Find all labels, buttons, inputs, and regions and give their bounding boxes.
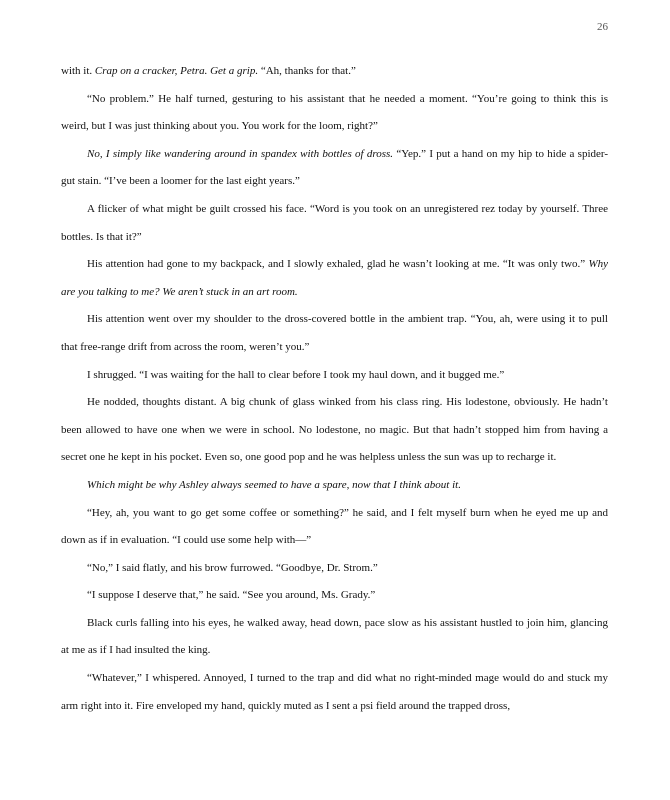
text-run: He nodded, thoughts distant. A big chunk of glass winked from his class ring. His lodestone, obviously. He hadn’t been allowed to have one when we were in school. No lodestone, no magic. But that hadn’t stopped him from having a secret one he kept in his pocket. Even so, one good pop and he was helpless unless the sun was up to recharge it. xyxy=(61,396,608,464)
paragraph xyxy=(61,141,608,196)
text-run: Black curls falling into his eyes, he walked away, head down, pace slow as his assistant hustled to join him, glancing at me as if I had insulted the king. xyxy=(61,616,608,657)
text-run: A flicker of what might be guilt crossed his face. “Word is you took on an unregistered rez today by yourself. Three bottles. Is that it?” xyxy=(61,202,608,243)
italic-text-run: Why are you talking to me? We aren’t stuck in an art room. xyxy=(61,258,608,298)
paragraph xyxy=(61,472,608,500)
text-run: “Ah, thanks for that.” xyxy=(258,65,356,77)
text-run: with it. xyxy=(61,65,95,77)
paragraph xyxy=(61,665,608,720)
paragraph xyxy=(61,500,608,555)
paragraph xyxy=(61,389,608,472)
text-run: “No,” I said flatly, and his brow furrowed. “Goodbye, Dr. Strom.” xyxy=(87,561,378,574)
paragraph xyxy=(61,196,608,251)
paragraph xyxy=(61,251,608,306)
text-run: His attention had gone to my backpack, and I slowly exhaled, glad he wasn’t looking at me. “It was only two.” xyxy=(87,258,589,271)
italic-text-run: No, I simply like wandering around in spandex with bottles of dross. xyxy=(87,147,394,160)
text-run: “I suppose I deserve that,” he said. “See you around, Ms. Grady.” xyxy=(87,589,376,602)
text-run: “Yep.” I put a hand on my hip to hide a spider-gut stain. “I’ve been a loomer for the last eight years.” xyxy=(61,147,608,188)
manuscript-body xyxy=(61,58,608,720)
italic-text-run: Crap on a cracker, Petra. Get a grip. xyxy=(94,65,259,77)
paragraph xyxy=(61,362,608,390)
paragraph xyxy=(61,58,608,86)
paragraph xyxy=(61,582,608,610)
text-run: “Hey, ah, you want to go get some coffee or something?” he said, and I felt myself burn when he eyed me up and down as if in evaluation. “I could use some help with—” xyxy=(61,506,608,547)
text-run: “No problem.” He half turned, gesturing to his assistant that he needed a moment. “You’re going to think this is weird, but I was just thinking about you. You work for the loom, right?” xyxy=(61,92,608,133)
paragraph xyxy=(61,555,608,583)
paragraph xyxy=(61,86,608,141)
text-run: I shrugged. “I was waiting for the hall to clear before I took my haul down, and it bugged me.” xyxy=(87,368,505,381)
text-run: His attention went over my shoulder to the dross-covered bottle in the ambient trap. “You, ah, were using it to pull that free-range drift from across the room, weren’t you.” xyxy=(61,313,608,353)
italic-text-run: Which might be why Ashley always seemed to have a spare, now that I think about it. xyxy=(87,478,461,491)
paragraph xyxy=(61,610,608,665)
page-number: 26 xyxy=(597,21,608,33)
text-run: “Whatever,” I whispered. Annoyed, I turned to the trap and did what no right-minded mage would do and stuck my arm right into it. Fire enveloped my hand, quickly muted as I sent a psi field around the trapped dross, xyxy=(61,672,608,712)
paragraph xyxy=(61,306,608,361)
